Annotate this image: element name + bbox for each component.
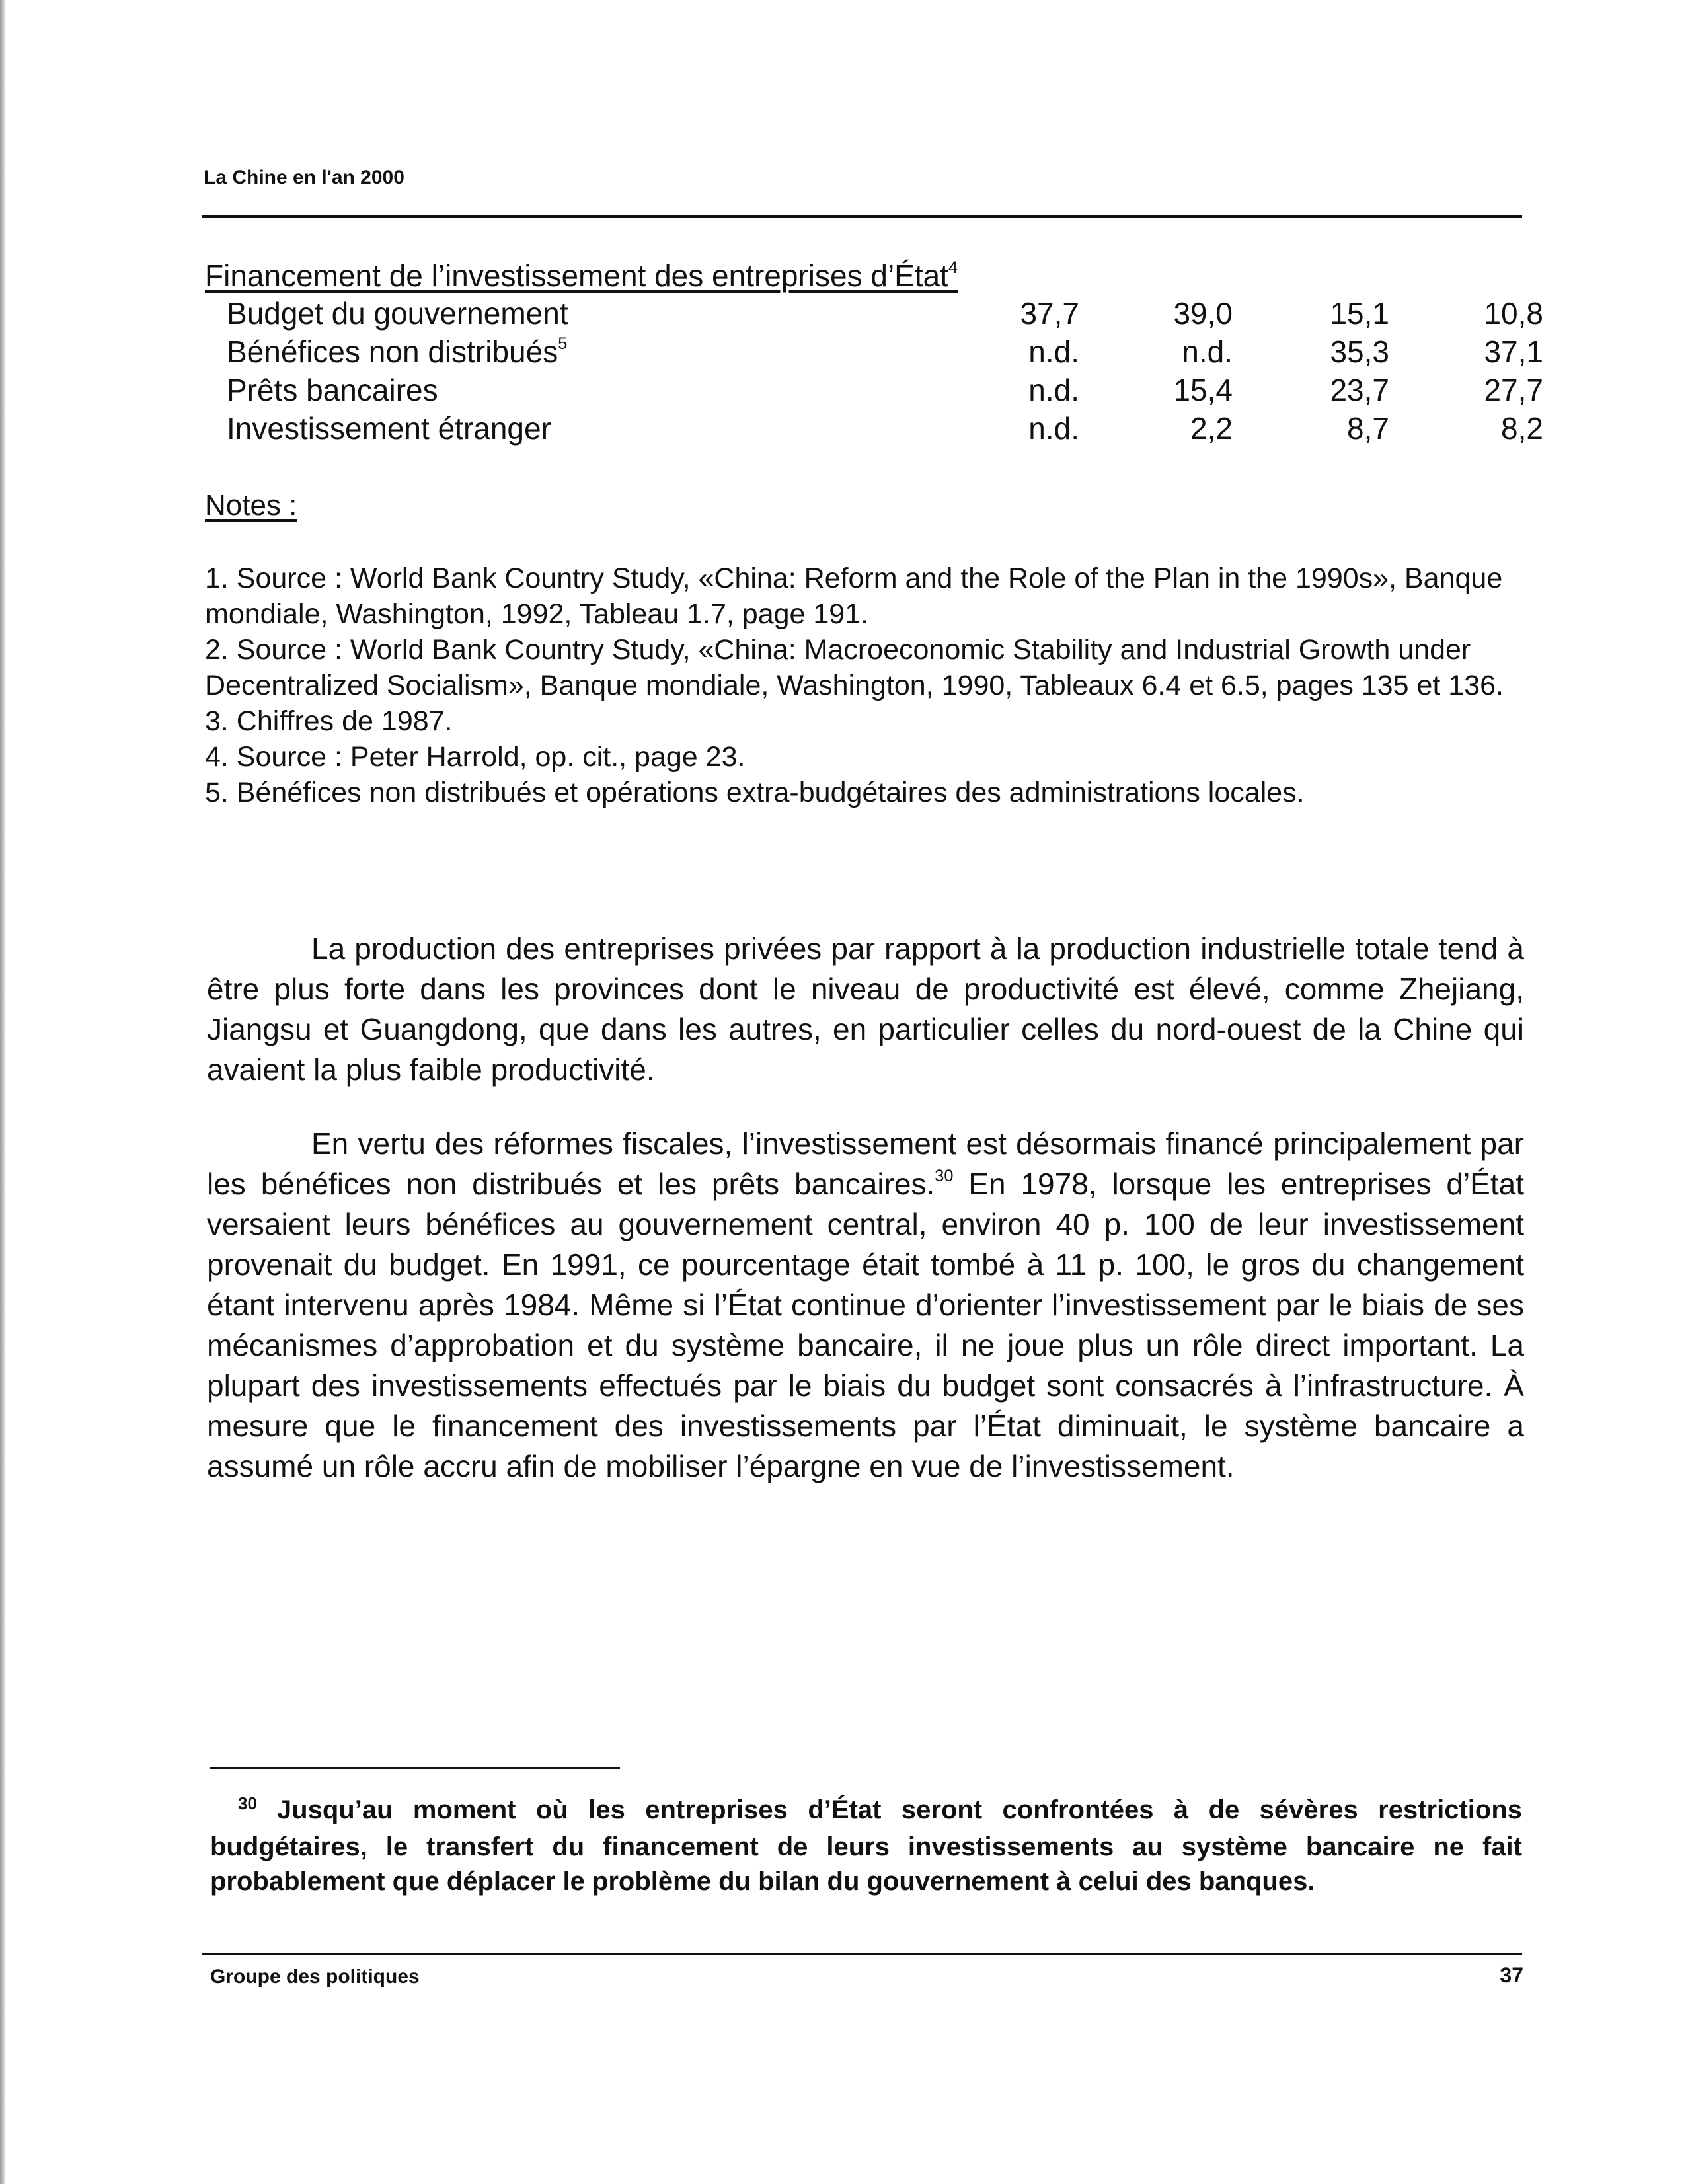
cell-value: n.d. (1028, 334, 1079, 369)
note-item: 4. Source : Peter Harrold, op. cit., page 23. (205, 741, 746, 773)
note-item: 3. Chiffres de 1987. (205, 705, 453, 737)
footnote (210, 1793, 1522, 1898)
table-title (205, 258, 958, 293)
table-row (227, 334, 1543, 372)
body-paragraph (207, 1124, 1524, 1487)
row-label (227, 372, 438, 408)
cell-value: 8,2 (1501, 411, 1543, 446)
cell-value: 15,1 (1330, 296, 1389, 331)
paragraph-text-part: En 1978, lorsque les entreprises d’État versaient leurs bénéfices au gouvernement central, environ 40 p. 100 de leur investissement provenait du budget. En 1991, ce pourcentage était tombé à 11 p. 100, le gros du changement étant intervenu après 1984. Même si l’État continue d’orienter l’investissement par le biais de ses mécanismes d’approbation et du système bancaire, il ne joue plus un rôle direct important. La plupart des investissements effectués par le biais du budget sont consacrés à l’infrastructure. À mesure que le financement des investissements par l’État diminuait, le système bancaire a assumé un rôle accru afin de mobiliser l’épargne en vue de l’investissement. (207, 1167, 1524, 1483)
cell-value: 37,1 (1484, 334, 1543, 369)
footnote-text (210, 1793, 1522, 1898)
body-paragraph (207, 929, 1524, 1090)
cell-value: 37,7 (1020, 296, 1079, 331)
table-title-text: Financement de l’investissement des entreprises d’État (205, 258, 949, 293)
note-item: 5. Bénéfices non distribués et opérations extra-budgétaires des administrations locales. (205, 777, 1305, 808)
cell-value: 23,7 (1330, 373, 1389, 407)
note-item: 2. Source : World Bank Country Study, «China: Macroeconomic Stability and Industrial Growth under Decentralized Socialism», Banque mondiale, Washington, 1990, Tableaux 6.4 et 6.5, pages 135 et 136. (205, 634, 1504, 701)
footnote-mark: 30 (238, 1793, 257, 1813)
row-label-text: Investissement étranger (227, 411, 551, 446)
notes-list (205, 561, 1523, 810)
footnote-separator (210, 1767, 620, 1769)
cell-value: 2,2 (1190, 411, 1233, 446)
row-label-text: Bénéfices non distribués (227, 334, 558, 369)
row-label (227, 334, 567, 370)
cell-value: n.d. (1028, 373, 1079, 407)
table-title-footnote-ref: 4 (948, 258, 958, 277)
cell-value: 35,3 (1330, 334, 1389, 369)
running-header: La Chine en l'an 2000 (204, 167, 404, 188)
cell-value: 15,4 (1173, 373, 1233, 407)
table-row (227, 410, 1543, 449)
cell-value: 10,8 (1484, 296, 1543, 331)
footer-rule (202, 1953, 1522, 1955)
row-label (227, 295, 568, 331)
row-label-text: Budget du gouvernement (227, 296, 568, 331)
cell-value: 39,0 (1173, 296, 1233, 331)
running-footer: Groupe des politiques (210, 1966, 420, 1988)
note-item: 1. Source : World Bank Country Study, «China: Reform and the Role of the Plan in the 1990s», Banque mondiale, Washington, 1992, Tableau 1.7, page 191. (205, 563, 1503, 630)
scan-edge (0, 0, 5, 2184)
paragraph-text (207, 1124, 1524, 1487)
footnote-ref: 30 (935, 1166, 954, 1185)
table-row (227, 295, 1543, 334)
cell-value: 8,7 (1347, 411, 1389, 446)
paragraph-text: La production des entreprises privées par rapport à la production industrielle totale tend à être plus forte dans les provinces dont le niveau de productivité est élevé, comme Zhejiang, Jiangsu et Guangdong, que dans les autres, en particulier celles du nord-ouest de la Chine qui avaient la plus faible productivité. (207, 931, 1524, 1087)
row-label-text: Prêts bancaires (227, 373, 438, 407)
header-rule (202, 215, 1522, 218)
cell-value: 27,7 (1484, 373, 1543, 407)
table-row (227, 372, 1543, 410)
paragraph-text-part: En vertu des réformes fiscales, l’investissement est désormais financé principalement par les bénéfices non distribués et les prêts bancaires. (207, 1126, 1524, 1201)
cell-value: n.d. (1028, 411, 1079, 446)
row-footnote-ref: 5 (558, 334, 568, 353)
notes-heading: Notes : (205, 489, 297, 522)
cell-value: n.d. (1182, 334, 1233, 369)
row-label (227, 410, 551, 446)
page-number: 37 (1500, 1963, 1523, 1987)
footnote-body: Jusqu’au moment où les entreprises d’État seront confrontées à de sévères restrictions budgétaires, le transfert du financement de leurs investissements au système bancaire ne fait probablement que déplacer le problème du bilan du gouvernement à celui des banques. (210, 1795, 1522, 1896)
